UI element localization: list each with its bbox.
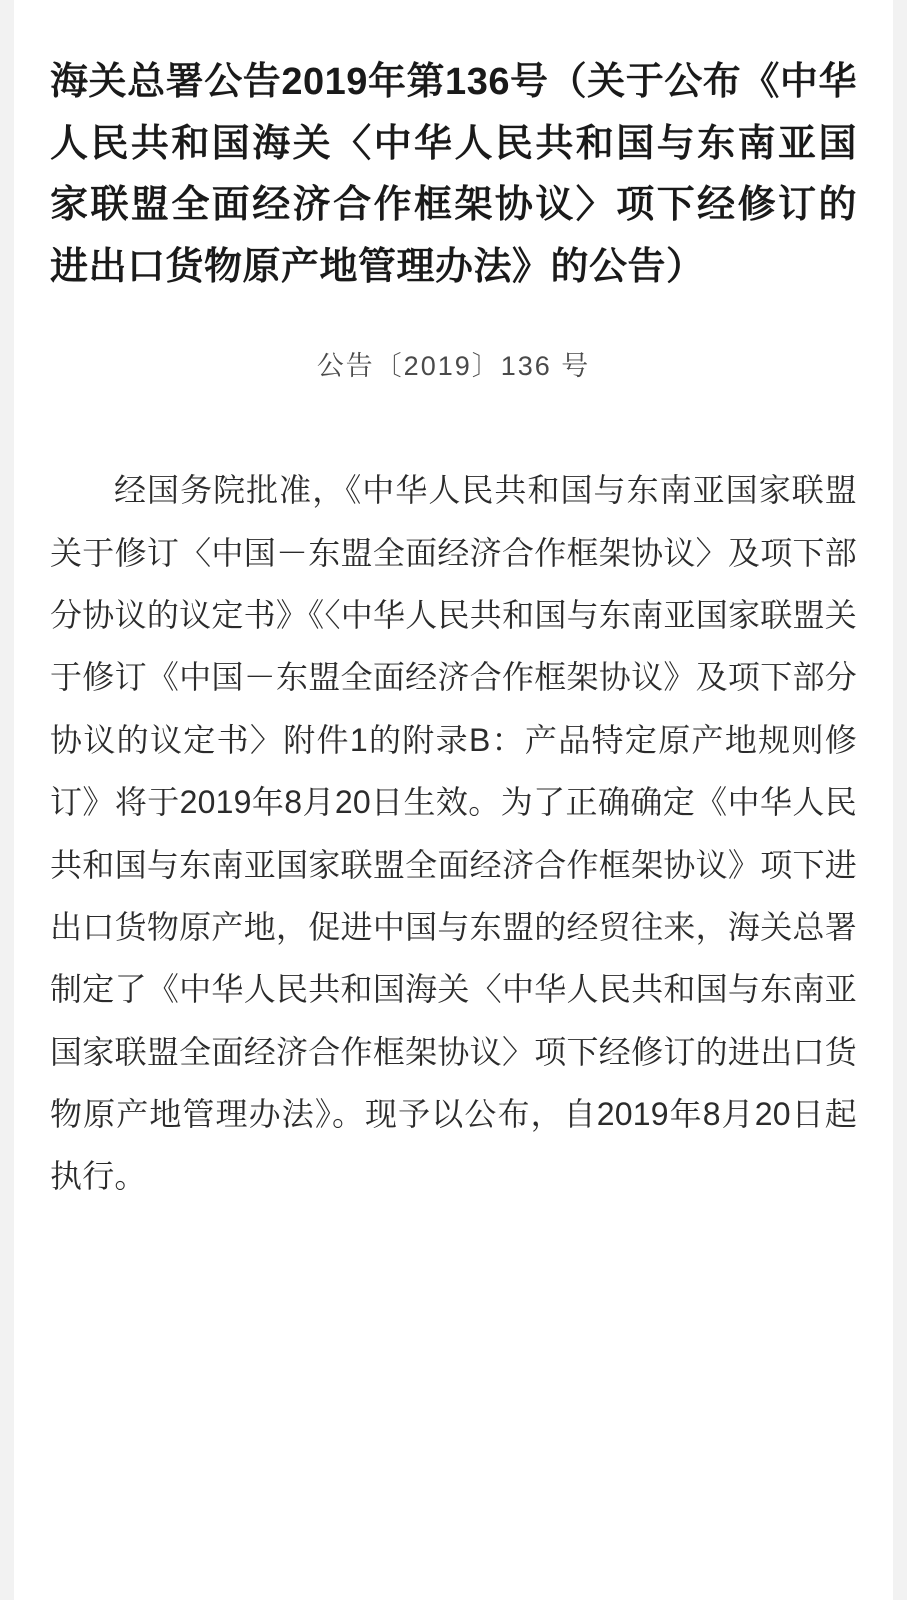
- body-paragraph: 经国务院批准，《中华人民共和国与东南亚国家联盟关于修订〈中国－东盟全面经济合作框架协议〉及项下部分协议的议定书》《〈中华人民共和国与东南亚国家联盟关于修订《中国－东盟全面经济合作框架协议》及项下部分协议的议定书〉附件1的附录B：产品特定原产地规则修订》将于2019年8月20日生效。为了正确确定《中华人民共和国与东南亚国家联盟全面经济合作框架协议》项下进出口货物原产地，促进中国与东盟的经贸往来，海关总署制定了《中华人民共和国海关〈中华人民共和国与东南亚国家联盟全面经济合作框架协议〉项下经修订的进出口货物原产地管理办法》。现予以公布，自2019年8月20日起执行。: [50, 472, 857, 1195]
- page-left-gutter: [0, 0, 14, 1600]
- document-number: 公告〔2019〕136 号: [316, 351, 591, 382]
- page-right-gutter: [893, 0, 907, 1600]
- document-content: [14, 0, 893, 1600]
- document-body: [50, 459, 857, 1208]
- page-title: 海关总署公告2019年第136号（关于公布《中华人民共和国海关〈中华人民共和国与东南亚国家联盟全面经济合作框架协议〉项下经修订的进出口货物原产地管理办法》的公告）: [50, 61, 857, 288]
